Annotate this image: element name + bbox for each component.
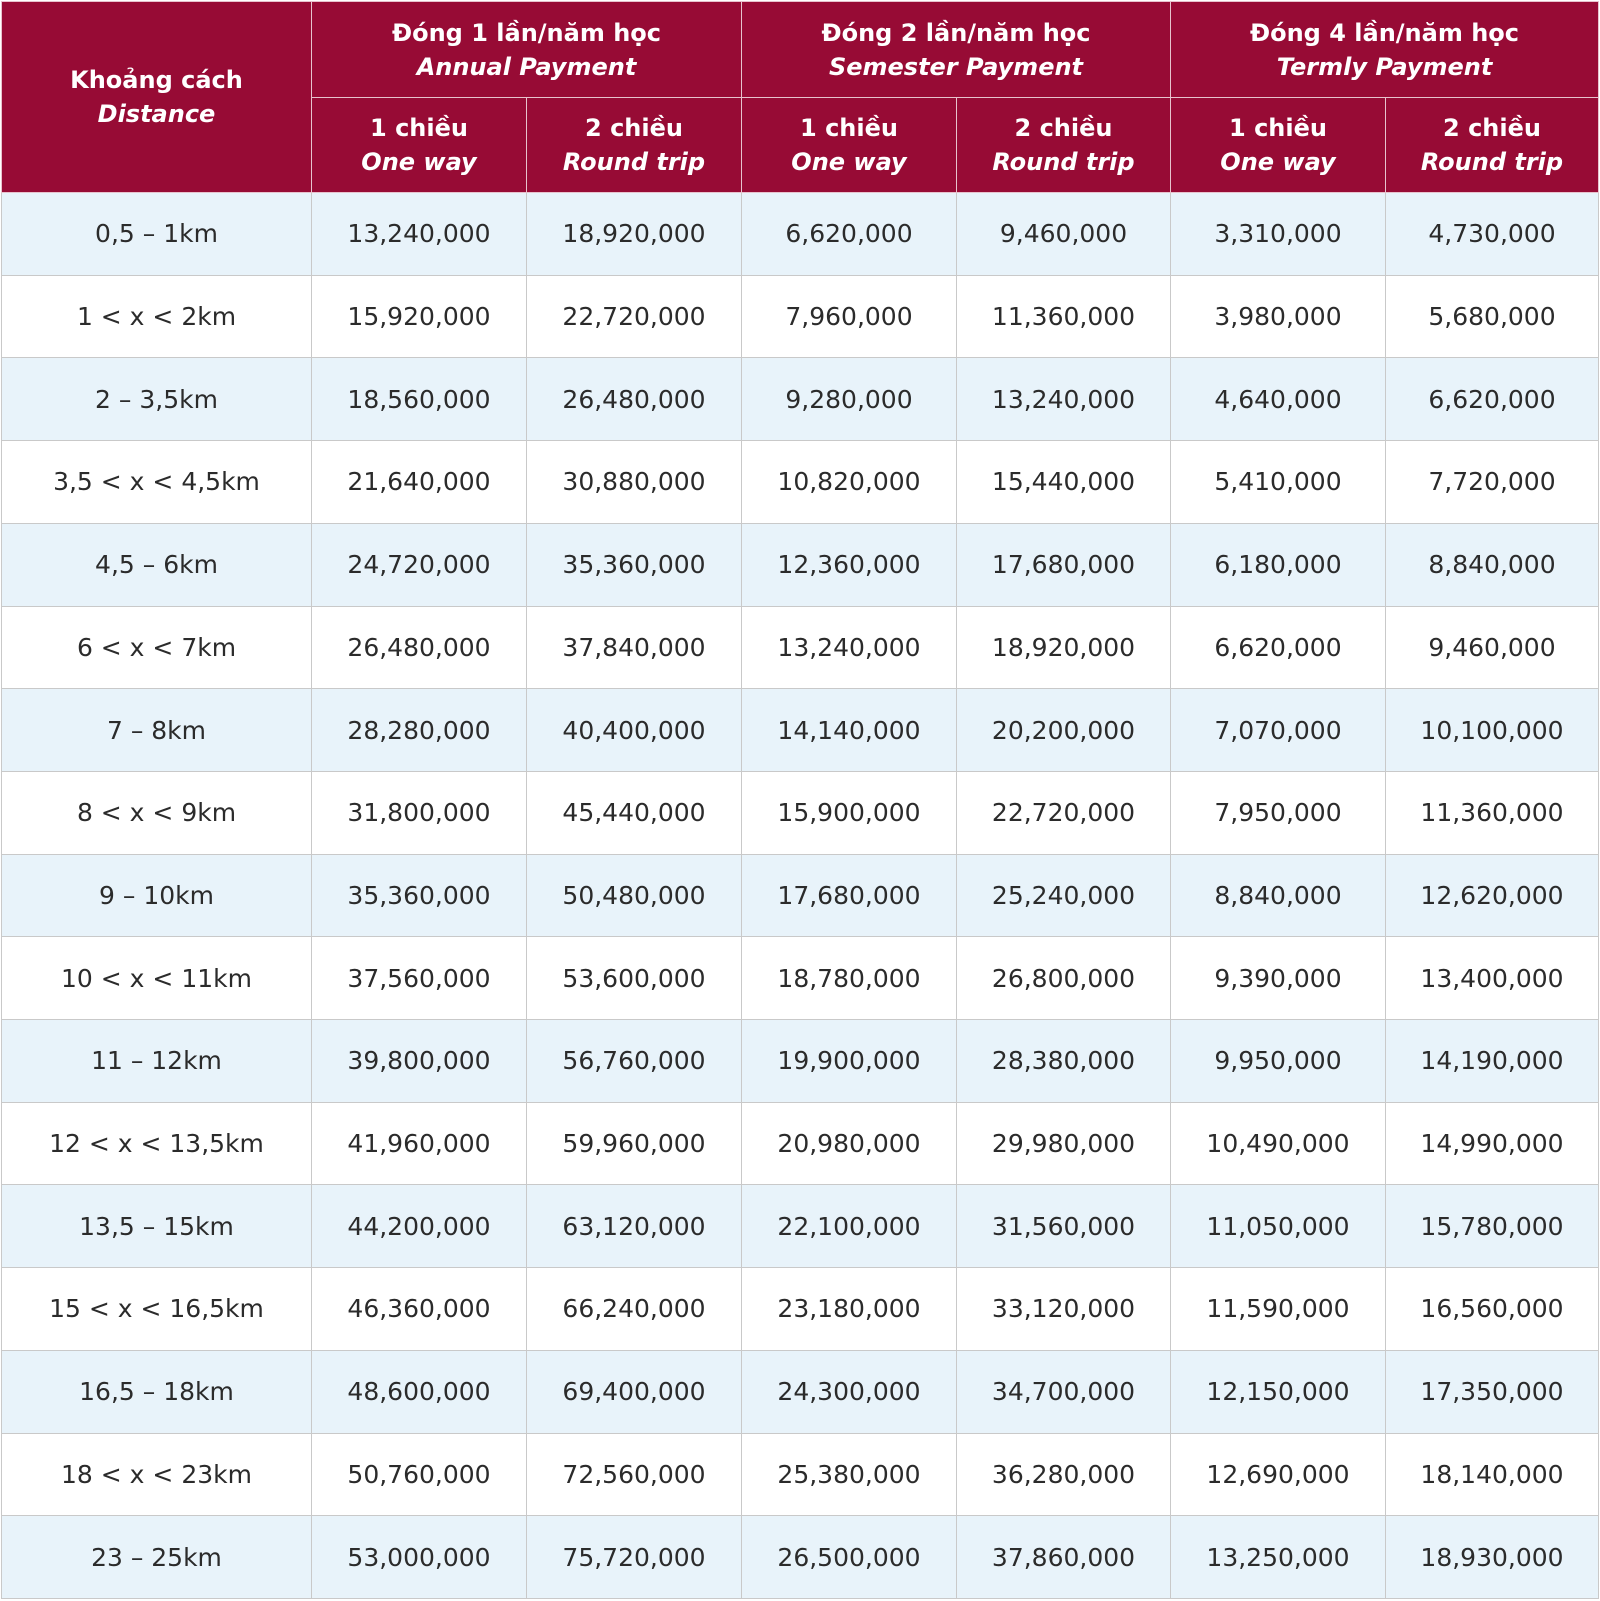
fee-cell: 26,800,000 — [957, 937, 1171, 1020]
table-row — [2, 937, 1599, 1020]
fee-cell: 6,180,000 — [1171, 523, 1386, 606]
distance-cell: 4,5 – 6km — [2, 523, 312, 606]
fee-cell: 21,640,000 — [312, 441, 527, 524]
fee-cell: 13,240,000 — [312, 193, 527, 276]
fee-cell: 14,190,000 — [1386, 1020, 1599, 1103]
fee-cell: 37,860,000 — [957, 1516, 1171, 1599]
fee-cell: 44,200,000 — [312, 1185, 527, 1268]
distance-cell: 3,5 < x < 4,5km — [2, 441, 312, 524]
fee-cell: 46,360,000 — [312, 1268, 527, 1351]
header-trip-type — [1386, 98, 1599, 193]
fee-cell: 11,590,000 — [1171, 1268, 1386, 1351]
fee-cell: 69,400,000 — [527, 1350, 742, 1433]
table-row — [2, 275, 1599, 358]
header-distance — [2, 2, 312, 193]
fee-cell: 11,360,000 — [1386, 771, 1599, 854]
fee-cell: 35,360,000 — [527, 523, 742, 606]
fee-cell: 18,920,000 — [957, 606, 1171, 689]
header-distance-vi: Khoảng cách — [70, 66, 243, 94]
fee-cell: 26,480,000 — [312, 606, 527, 689]
fee-cell: 12,620,000 — [1386, 854, 1599, 937]
fee-cell: 33,120,000 — [957, 1268, 1171, 1351]
fee-cell: 17,680,000 — [957, 523, 1171, 606]
table-row — [2, 1433, 1599, 1516]
header-row-groups — [2, 2, 1599, 98]
distance-cell: 2 – 3,5km — [2, 358, 312, 441]
fee-cell: 13,400,000 — [1386, 937, 1599, 1020]
fee-cell: 20,200,000 — [957, 689, 1171, 772]
fee-cell: 56,760,000 — [527, 1020, 742, 1103]
header-trip-type — [742, 98, 957, 193]
fee-cell: 25,240,000 — [957, 854, 1171, 937]
fee-cell: 31,800,000 — [312, 771, 527, 854]
table-row — [2, 854, 1599, 937]
table-body — [2, 193, 1599, 1599]
header-trip-type-vi: 1 chiều — [800, 114, 898, 142]
fee-cell: 6,620,000 — [1386, 358, 1599, 441]
header-group-label-vi: Đóng 2 lần/năm học — [821, 18, 1091, 47]
fee-cell: 41,960,000 — [312, 1102, 527, 1185]
header-trip-type-en: One way — [1220, 148, 1336, 176]
fee-cell: 22,100,000 — [742, 1185, 957, 1268]
fee-cell: 5,410,000 — [1171, 441, 1386, 524]
fee-cell: 15,780,000 — [1386, 1185, 1599, 1268]
header-trip-type-vi: 1 chiều — [1229, 114, 1327, 142]
fee-cell: 14,140,000 — [742, 689, 957, 772]
header-trip-type-vi: 2 chiều — [585, 114, 683, 142]
fee-cell: 9,390,000 — [1171, 937, 1386, 1020]
fee-cell: 6,620,000 — [1171, 606, 1386, 689]
table-row — [2, 606, 1599, 689]
header-trip-type-vi: 2 chiều — [1443, 114, 1541, 142]
fee-cell: 3,980,000 — [1171, 275, 1386, 358]
bus-fee-table — [1, 1, 1599, 1599]
header-trip-type — [1171, 98, 1386, 193]
fee-cell: 18,560,000 — [312, 358, 527, 441]
distance-cell: 11 – 12km — [2, 1020, 312, 1103]
fee-cell: 50,760,000 — [312, 1433, 527, 1516]
header-trip-type-vi: 2 chiều — [1014, 114, 1113, 142]
fee-cell: 23,180,000 — [742, 1268, 957, 1351]
table-row — [2, 1350, 1599, 1433]
fee-cell: 12,150,000 — [1171, 1350, 1386, 1433]
fee-cell: 10,100,000 — [1386, 689, 1599, 772]
fee-cell: 9,280,000 — [742, 358, 957, 441]
distance-cell: 18 < x < 23km — [2, 1433, 312, 1516]
fee-cell: 14,990,000 — [1386, 1102, 1599, 1185]
table-row — [2, 1185, 1599, 1268]
distance-cell: 10 < x < 11km — [2, 937, 312, 1020]
distance-cell: 12 < x < 13,5km — [2, 1102, 312, 1185]
fee-cell: 18,140,000 — [1386, 1433, 1599, 1516]
header-group-annual — [312, 2, 742, 98]
fee-cell: 7,960,000 — [742, 275, 957, 358]
fee-cell: 53,000,000 — [312, 1516, 527, 1599]
fee-cell: 50,480,000 — [527, 854, 742, 937]
fee-cell: 24,300,000 — [742, 1350, 957, 1433]
fee-cell: 3,310,000 — [1171, 193, 1386, 276]
fee-cell: 10,820,000 — [742, 441, 957, 524]
fee-cell: 10,490,000 — [1171, 1102, 1386, 1185]
header-trip-type — [957, 98, 1171, 193]
distance-cell: 23 – 25km — [2, 1516, 312, 1599]
fee-cell: 15,440,000 — [957, 441, 1171, 524]
header-group-termly — [1171, 2, 1599, 98]
fee-cell: 22,720,000 — [957, 771, 1171, 854]
table-row — [2, 689, 1599, 772]
fee-cell: 4,640,000 — [1171, 358, 1386, 441]
fee-cell: 9,460,000 — [1386, 606, 1599, 689]
distance-cell: 0,5 – 1km — [2, 193, 312, 276]
fee-cell: 28,380,000 — [957, 1020, 1171, 1103]
fee-cell: 17,680,000 — [742, 854, 957, 937]
distance-cell: 1 < x < 2km — [2, 275, 312, 358]
fee-cell: 19,900,000 — [742, 1020, 957, 1103]
header-trip-type — [527, 98, 742, 193]
fee-cell: 25,380,000 — [742, 1433, 957, 1516]
fee-cell: 48,600,000 — [312, 1350, 527, 1433]
table-row — [2, 193, 1599, 276]
fee-cell: 13,240,000 — [957, 358, 1171, 441]
fee-cell: 15,920,000 — [312, 275, 527, 358]
fee-cell: 34,700,000 — [957, 1350, 1171, 1433]
fee-cell: 18,920,000 — [527, 193, 742, 276]
fee-cell: 8,840,000 — [1386, 523, 1599, 606]
fee-cell: 63,120,000 — [527, 1185, 742, 1268]
fee-cell: 28,280,000 — [312, 689, 527, 772]
fee-cell: 18,780,000 — [742, 937, 957, 1020]
fee-cell: 59,960,000 — [527, 1102, 742, 1185]
header-trip-type — [312, 98, 527, 193]
distance-cell: 6 < x < 7km — [2, 606, 312, 689]
table-header — [2, 2, 1599, 193]
fee-cell: 45,440,000 — [527, 771, 742, 854]
fee-cell: 17,350,000 — [1386, 1350, 1599, 1433]
header-trip-type-en: Round trip — [1420, 148, 1564, 176]
fee-cell: 5,680,000 — [1386, 275, 1599, 358]
table-row — [2, 1020, 1599, 1103]
fee-cell: 40,400,000 — [527, 689, 742, 772]
fee-cell: 30,880,000 — [527, 441, 742, 524]
header-trip-type-en: Round trip — [992, 148, 1135, 176]
header-group-semester — [742, 2, 1171, 98]
fee-cell: 8,840,000 — [1171, 854, 1386, 937]
fee-cell: 37,560,000 — [312, 937, 527, 1020]
fee-cell: 13,240,000 — [742, 606, 957, 689]
distance-cell: 7 – 8km — [2, 689, 312, 772]
fee-cell: 35,360,000 — [312, 854, 527, 937]
header-distance-en: Distance — [97, 100, 216, 128]
fee-cell: 18,930,000 — [1386, 1516, 1599, 1599]
header-group-label-en: Annual Payment — [416, 52, 637, 81]
fee-cell: 7,070,000 — [1171, 689, 1386, 772]
fee-cell: 12,690,000 — [1171, 1433, 1386, 1516]
distance-cell: 8 < x < 9km — [2, 771, 312, 854]
table-row — [2, 1516, 1599, 1599]
table-row — [2, 1268, 1599, 1351]
fee-cell: 7,950,000 — [1171, 771, 1386, 854]
fee-cell: 24,720,000 — [312, 523, 527, 606]
header-trip-type-en: One way — [791, 148, 907, 176]
fee-cell: 37,840,000 — [527, 606, 742, 689]
fee-cell: 66,240,000 — [527, 1268, 742, 1351]
header-trip-type-en: One way — [361, 148, 477, 176]
table-row — [2, 771, 1599, 854]
distance-cell: 15 < x < 16,5km — [2, 1268, 312, 1351]
fee-cell: 75,720,000 — [527, 1516, 742, 1599]
fee-cell: 26,500,000 — [742, 1516, 957, 1599]
fee-cell: 20,980,000 — [742, 1102, 957, 1185]
header-group-label-en: Semester Payment — [828, 52, 1084, 81]
header-group-label-en: Termly Payment — [1276, 52, 1493, 81]
header-trip-type-en: Round trip — [562, 148, 706, 176]
fee-cell: 39,800,000 — [312, 1020, 527, 1103]
fee-cell: 9,460,000 — [957, 193, 1171, 276]
fee-cell: 29,980,000 — [957, 1102, 1171, 1185]
fee-cell: 36,280,000 — [957, 1433, 1171, 1516]
header-group-label-vi: Đóng 4 lần/năm học — [1250, 18, 1519, 47]
fee-cell: 7,720,000 — [1386, 441, 1599, 524]
fee-cell: 72,560,000 — [527, 1433, 742, 1516]
distance-cell: 16,5 – 18km — [2, 1350, 312, 1433]
fee-cell: 6,620,000 — [742, 193, 957, 276]
fee-cell: 13,250,000 — [1171, 1516, 1386, 1599]
distance-cell: 13,5 – 15km — [2, 1185, 312, 1268]
fee-cell: 53,600,000 — [527, 937, 742, 1020]
fee-cell: 16,560,000 — [1386, 1268, 1599, 1351]
fee-cell: 26,480,000 — [527, 358, 742, 441]
fee-cell: 12,360,000 — [742, 523, 957, 606]
fee-cell: 11,360,000 — [957, 275, 1171, 358]
header-group-label-vi: Đóng 1 lần/năm học — [392, 18, 661, 47]
table-row — [2, 1102, 1599, 1185]
distance-cell: 9 – 10km — [2, 854, 312, 937]
fee-cell: 11,050,000 — [1171, 1185, 1386, 1268]
table-row — [2, 523, 1599, 606]
fee-cell: 31,560,000 — [957, 1185, 1171, 1268]
table-row — [2, 358, 1599, 441]
header-trip-type-vi: 1 chiều — [370, 114, 468, 142]
table-row — [2, 441, 1599, 524]
fee-cell: 9,950,000 — [1171, 1020, 1386, 1103]
fee-cell: 15,900,000 — [742, 771, 957, 854]
fee-cell: 22,720,000 — [527, 275, 742, 358]
fee-cell: 4,730,000 — [1386, 193, 1599, 276]
